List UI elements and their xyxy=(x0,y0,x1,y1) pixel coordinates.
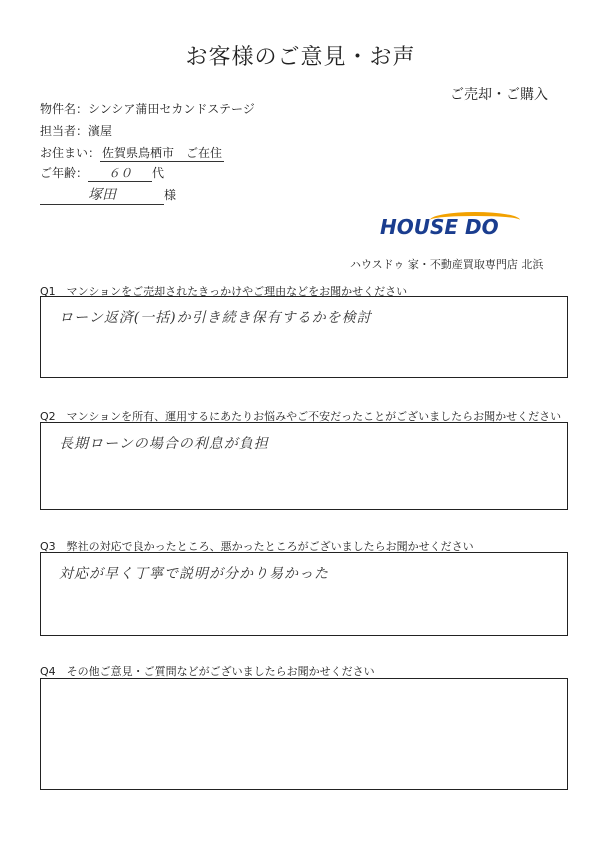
answer-box-1 xyxy=(40,296,568,378)
residence-row xyxy=(40,144,224,162)
residence-value: 佐賀県鳥栖市 ご在住 xyxy=(102,146,223,160)
property-label: 物件名： xyxy=(40,102,89,116)
transaction-type: ご売却・ご購入 xyxy=(450,87,548,103)
property-row xyxy=(40,100,255,117)
question-4-label: Q4 その他ご意見・ご質問などがございましたらお聞かせください xyxy=(40,665,375,678)
housedo-logo: HOUSE DO xyxy=(380,215,499,239)
property-value: シンシア蒲田セカンドステージ xyxy=(88,102,255,116)
age-label: ご年齢： xyxy=(40,166,89,180)
page-title: お客様のご意見・お声 xyxy=(185,45,416,70)
question-3-label: Q3 弊社の対応で良かったところ、悪かったところがございましたらお聞かせください xyxy=(40,540,474,553)
name-row xyxy=(40,184,176,205)
question-1-label: Q1 マンションをご売却されたきっかけやご理由などをお聞かせください xyxy=(40,285,408,298)
answer-box-3 xyxy=(40,552,568,636)
age-unit: 代 xyxy=(152,166,165,180)
staff-label: 担当者： xyxy=(40,124,89,138)
answer-box-2 xyxy=(40,422,568,510)
residence-label: お住まい： xyxy=(40,146,101,160)
answer-1: ローン返済(一括)か引き続き保有するかを検討 xyxy=(59,310,372,326)
question-2-label: Q2 マンションを所有、運用するにあたりお悩みやご不安だったことがございましたらお聞かせください xyxy=(40,410,562,423)
store-name: ハウスドゥ 家・不動産買取専門店 北浜 xyxy=(350,258,544,271)
age-value: ６０ xyxy=(88,164,152,182)
answer-box-4 xyxy=(40,678,568,790)
staff-value: 濱屋 xyxy=(88,124,113,138)
age-row xyxy=(40,164,164,182)
staff-row xyxy=(40,122,112,139)
answer-3: 対応が早く丁寧で説明が分かり易かった xyxy=(59,566,329,582)
customer-name: 塚田 xyxy=(40,184,164,205)
name-suffix: 様 xyxy=(164,188,177,202)
answer-2: 長期ローンの場合の利息が負担 xyxy=(59,436,269,452)
